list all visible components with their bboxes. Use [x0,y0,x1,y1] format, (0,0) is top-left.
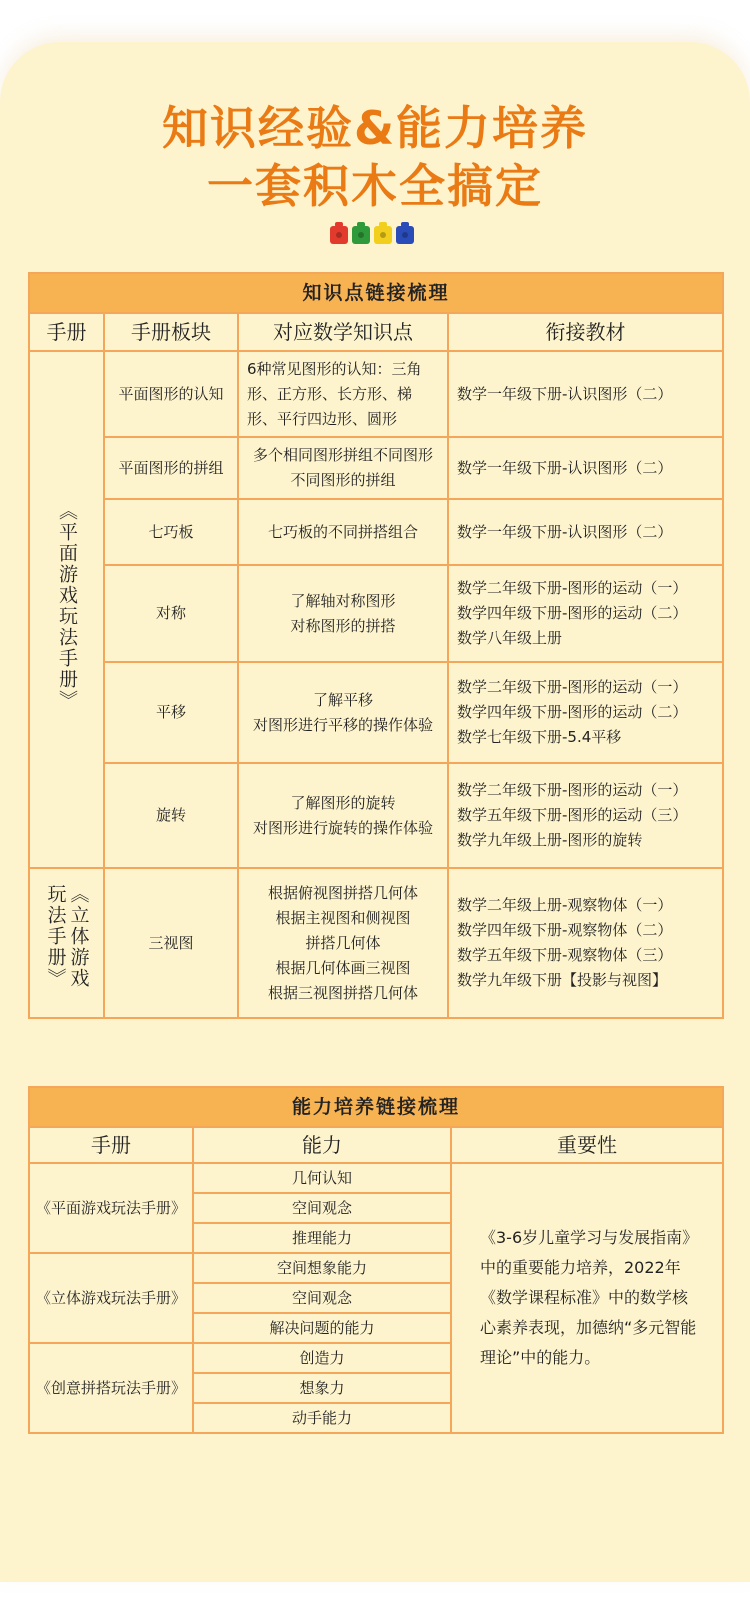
point-line: 对图形进行旋转的操作体验 [252,818,433,837]
point-line: 对称图形的拼搭 [290,616,396,635]
textbook-line: 数学二年级上册-观察物体（一） [457,896,673,914]
column-header: 对应数学知识点 [238,313,448,351]
textbook-line: 数学九年级下册【投影与视图】 [457,971,668,989]
point-line: 形、平行四边形、圆形 [247,409,398,428]
ability-cell: 几何认知 [193,1163,451,1193]
yellow-block-icon [374,226,392,244]
point-line: 根据三视图拼搭几何体 [267,983,418,1002]
ability-cell: 解决问题的能力 [193,1313,451,1343]
points-cell [238,565,448,662]
manual-cell: 《平面游戏玩法手册》 [29,1163,193,1253]
table-row [29,868,723,1018]
textbook-cell [448,351,723,437]
textbook-line: 数学五年级下册-观察物体（三） [457,946,673,964]
point-line: 形、正方形、长方形、梯 [247,384,413,403]
textbook-line: 数学七年级下册-5.4平移 [457,728,622,746]
ability-cell: 创造力 [193,1343,451,1373]
textbook-line: 数学八年级上册 [457,629,563,647]
section-cell: 对称 [104,565,238,662]
point-line: 多个相同图形拼组不同图形 [252,446,433,464]
table-row [29,763,723,868]
point-line: 了解图形的旋转 [290,793,396,812]
table-row [29,499,723,565]
page-title-line2: 一套积木全搞定 [207,159,543,213]
ability-table-title: 能力培养链接梳理 [29,1087,723,1127]
textbook-line: 数学五年级下册-图形的运动（三） [457,806,688,824]
textbook-cell [448,868,723,1018]
section-cell: 平移 [104,662,238,763]
ability-cell: 动手能力 [193,1403,451,1433]
ability-cell: 推理能力 [193,1223,451,1253]
section-cell: 平面图形的拼组 [104,437,238,499]
green-block-icon [352,226,370,244]
section-cell: 七巧板 [104,499,238,565]
textbook-line: 数学一年级下册-认识图形（二） [457,522,673,541]
textbook-line: 数学一年级下册-认识图形（二） [457,384,673,403]
points-cell [238,662,448,763]
ability-cell: 空间观念 [193,1193,451,1223]
table-row [29,1163,723,1193]
points-cell [238,868,448,1018]
column-header: 衔接教材 [448,313,723,351]
ability-cell: 想象力 [193,1373,451,1403]
point-line: 6种常见图形的认知：三角 [247,359,422,378]
points-cell [238,351,448,437]
manual-cell: 《创意拼搭玩法手册》 [29,1343,193,1433]
textbook-cell [448,499,723,565]
manual-cell [29,868,104,1018]
section-cell: 旋转 [104,763,238,868]
point-line: 根据主视图和侧视图 [275,908,411,927]
ability-cell: 空间想象能力 [193,1253,451,1283]
manual-name: 《平面游戏玩法手册》 [56,500,78,711]
table-row [29,437,723,499]
column-header: 手册板块 [104,313,238,351]
point-line: 不同图形的拼组 [290,471,396,489]
table-row [29,565,723,662]
point-line: 根据俯视图拼搭几何体 [267,883,418,902]
knowledge-table [28,272,724,1019]
points-cell [238,763,448,868]
points-cell [238,499,448,565]
point-line: 对图形进行平移的操作体验 [252,715,433,734]
textbook-line: 数学二年级下册-图形的运动（一） [457,678,688,696]
textbook-line: 数学二年级下册-图形的运动（一） [457,579,688,597]
red-block-icon [330,226,348,244]
column-header: 手册 [29,1127,193,1163]
textbook-cell [448,437,723,499]
column-header: 能力 [193,1127,451,1163]
textbook-line: 数学四年级下册-图形的运动（二） [457,703,688,721]
point-line: 了解轴对称图形 [290,591,396,610]
textbook-line: 数学九年级上册-图形的旋转 [457,831,643,849]
textbook-line: 数学四年级下册-观察物体（二） [457,921,673,939]
manual-cell: 《立体游戏玩法手册》 [29,1253,193,1343]
textbook-cell [448,662,723,763]
point-line: 七巧板的不同拼搭组合 [267,522,418,541]
page-title-line1: 知识经验&能力培养 [161,101,589,155]
textbook-cell [448,565,723,662]
textbook-cell [448,763,723,868]
point-line: 了解平移 [312,690,373,709]
column-header: 重要性 [451,1127,723,1163]
point-line: 根据几何体画三视图 [275,958,411,977]
table-row [29,662,723,763]
ability-cell: 空间观念 [193,1283,451,1313]
textbook-line: 数学四年级下册-图形的运动（二） [457,604,688,622]
section-cell: 三视图 [104,868,238,1018]
textbook-line: 数学二年级下册-图形的运动（一） [457,781,688,799]
column-header: 手册 [29,313,104,351]
points-cell [238,437,448,499]
blue-block-icon [396,226,414,244]
manual-name: 《立体游戏玩法手册》 [44,884,90,989]
textbook-line: 数学一年级下册-认识图形（二） [457,458,673,477]
importance-cell: 《3-6岁儿童学习与发展指南》中的重要能力培养，2022年《数学课程标准》中的数学核心素养表现，加德纳“多元智能理论”中的能力。 [451,1163,723,1433]
section-cell: 平面图形的认知 [104,351,238,437]
manual-cell [29,351,104,868]
table-row [29,351,723,437]
point-line: 拼搭几何体 [305,933,381,952]
knowledge-table-title: 知识点链接梳理 [29,273,723,313]
ability-table [28,1086,724,1434]
